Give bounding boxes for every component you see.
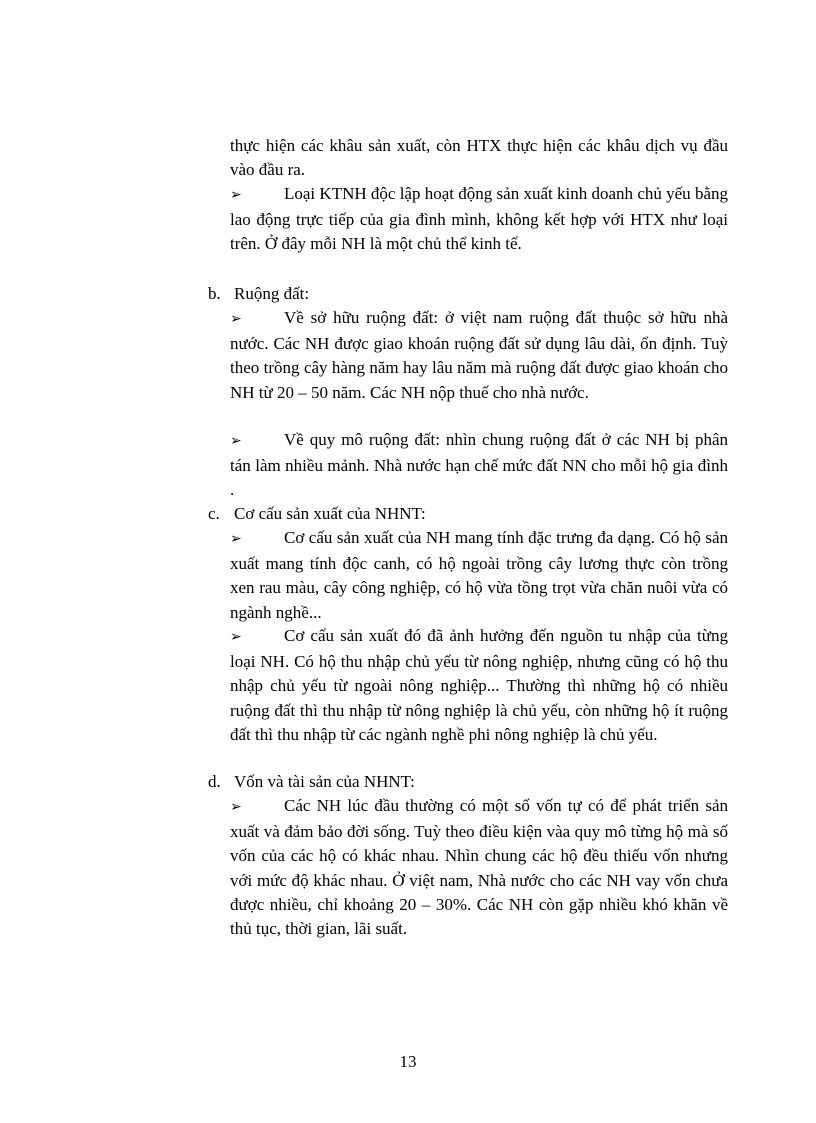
heading-label: b. (208, 284, 221, 303)
heading-text: Vốn và tài sản của NHNT: (234, 772, 415, 791)
heading-label: d. (208, 772, 221, 791)
bullet-text: Về sở hữu ruộng đất: ở việt nam ruộng đất thuộc sở hữu nhà nước. Các NH được giao khoán ruộng đất sử dụng lâu dài, ổn định. Tuỳ theo trồng cây hàng năm hay lâu năm mà ruộng đất được giao khoán cho NH từ 20 – 50 năm. Các NH nộp thuế cho nhà nước. (230, 308, 728, 402)
section-heading-c (208, 502, 426, 526)
bullet-text: Loại KTNH độc lập hoạt động sản xuất kinh doanh chủ yếu bằng lao động trực tiếp của gia đình mình, không kết hợp với HTX như loại trên. Ở đây mỗi NH là một chủ thể kinh tế. (230, 184, 728, 254)
bullet-paragraph-independent-household (230, 182, 728, 257)
bullet-paragraph-land-ownership (230, 306, 728, 405)
bullet-arrow-icon: ➢ (230, 188, 242, 203)
section-heading-b (208, 282, 309, 306)
paragraph-continuation: thực hiện các khâu sản xuất, còn HTX thực hiện các khâu dịch vụ đầu vào đầu ra. (230, 136, 728, 180)
bullet-arrow-icon: ➢ (230, 532, 242, 547)
bullet-paragraph-income-sources (230, 624, 728, 747)
bullet-arrow-icon: ➢ (230, 800, 242, 815)
heading-text: Ruộng đất: (234, 284, 310, 303)
bullet-paragraph-land-scale (230, 428, 728, 503)
bullet-text: Các NH lúc đầu thường có một số vốn tự có để phát triển sản xuất và đảm bảo đời sống. Tuỳ theo điều kiện vàa quy mô từng hộ mà số vốn của các hộ có khác nhau. Nhìn chung các hộ đều thiếu vốn nhưng với mức độ khác nhau. Ở việt nam, Nhà nước cho các NH vay vốn chưa được nhiều, chỉ khoảng 20 – 30%. Các NH còn gặp nhiều khó khăn về thủ tục, thời gian, lãi suất. (230, 796, 728, 939)
heading-text: Cơ cấu sản xuất của NHNT: (234, 504, 426, 523)
heading-label: c. (208, 504, 220, 523)
bullet-text: Cơ cấu sản xuất đó đã ảnh hưởng đến nguồn tu nhập của từng loại NH. Có hộ thu nhập chủ yếu từ nông nghiệp, nhưng cũng có hộ thu nhập chủ yếu từ ngoài nông nghiệp... Thường thì những hộ có nhiều ruộng đất thì thu nhập từ nông nghiệp là chủ yếu, còn những hộ ít ruộng đất thì thu nhập từ các ngành nghề phi nông nghiệp là chủ yếu. (230, 626, 728, 744)
bullet-text: Về quy mô ruộng đất: nhìn chung ruộng đất ở các NH bị phân tán làm nhiều mảnh. Nhà nước hạn chế mức đất NN cho mỗi hộ gia đình . (230, 430, 728, 500)
bullet-arrow-icon: ➢ (230, 312, 242, 327)
section-heading-d (208, 770, 415, 794)
bullet-paragraph-capital (230, 794, 728, 941)
bullet-text: Cơ cấu sản xuất của NH mang tính đặc trưng đa dạng. Có hộ sản xuất mang tính độc canh, có hộ ngoài trồng cây lương thực còn trồng xen rau màu, cây công nghiệp, có hộ vừa tồng trọt vừa chăn nuôi vừa có ngành nghề... (230, 528, 728, 622)
bullet-arrow-icon: ➢ (230, 434, 242, 449)
bullet-paragraph-production-structure (230, 526, 728, 625)
bullet-arrow-icon: ➢ (230, 630, 242, 645)
page-number: 13 (399, 1052, 417, 1071)
